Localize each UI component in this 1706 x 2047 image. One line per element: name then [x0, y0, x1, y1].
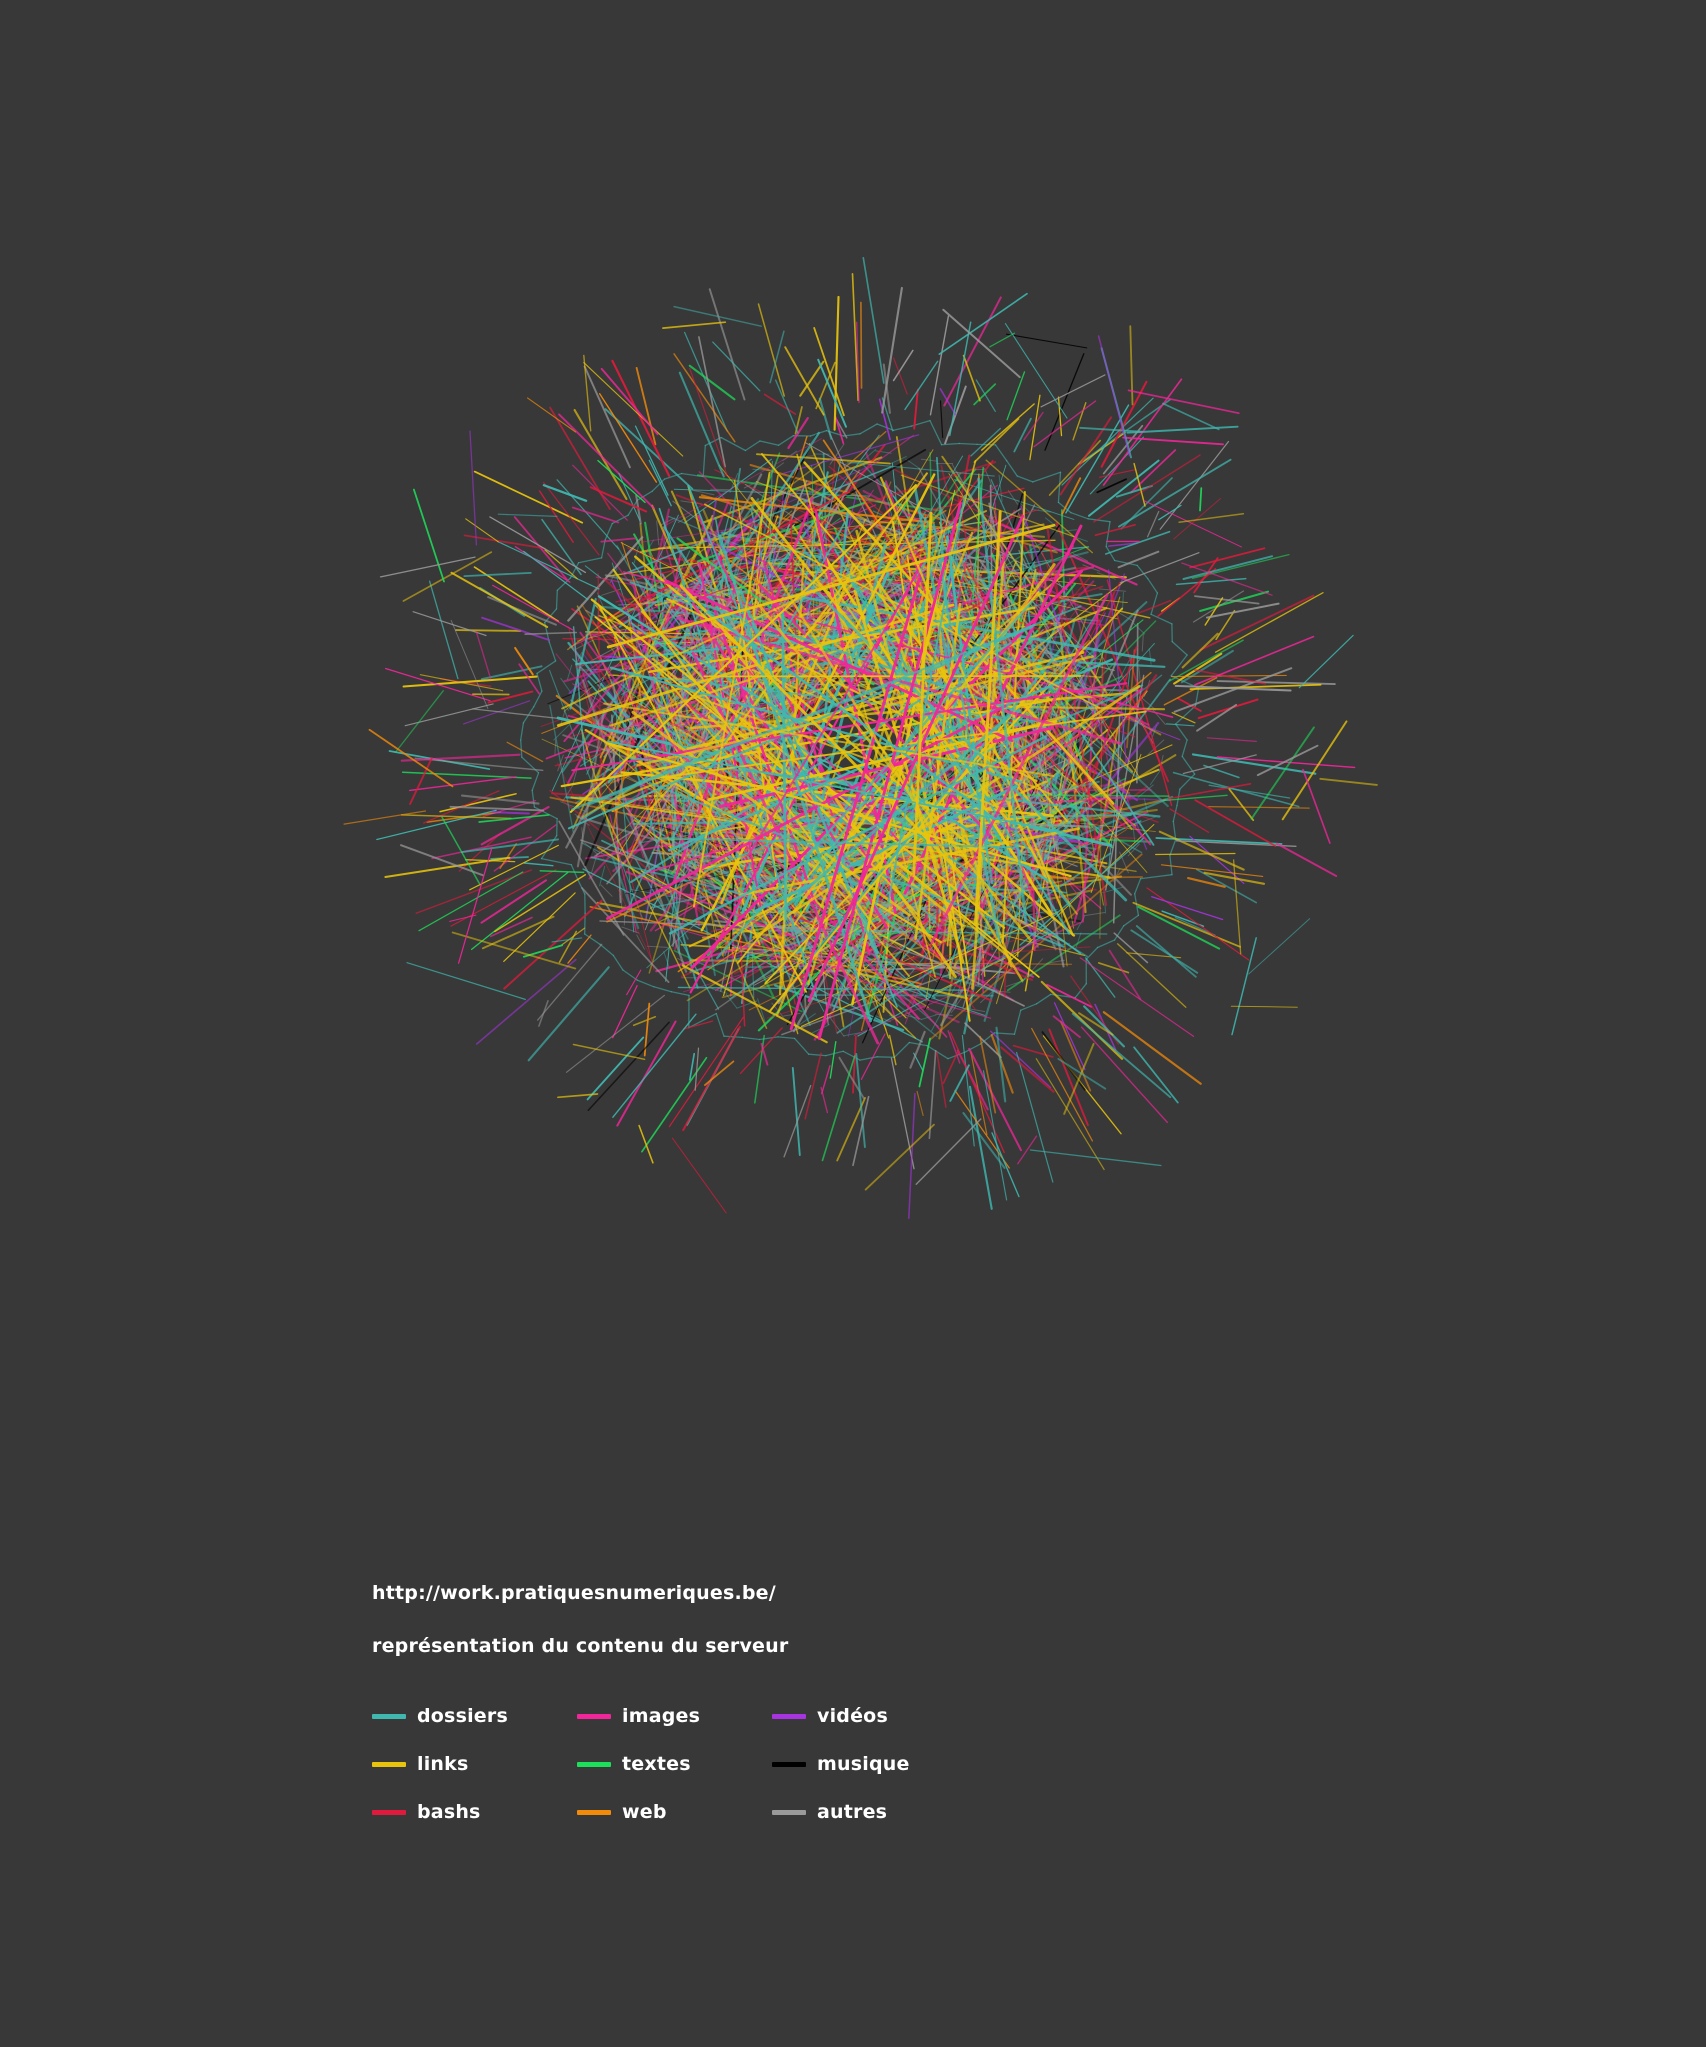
legend-swatch-icon [372, 1762, 406, 1767]
legend-label: web [622, 1801, 667, 1823]
legend-item-images [577, 1705, 772, 1727]
legend-item-videos [772, 1705, 992, 1727]
legend-label: vidéos [817, 1705, 888, 1727]
network-graph [300, 210, 1420, 1280]
legend-swatch-icon [772, 1810, 806, 1815]
legend-swatch-icon [772, 1714, 806, 1719]
legend [372, 1692, 992, 1836]
legend-label: textes [622, 1753, 691, 1775]
legend-item-autres [772, 1801, 992, 1823]
legend-item-links [372, 1753, 577, 1775]
legend-item-musique [772, 1753, 992, 1775]
legend-swatch-icon [577, 1762, 611, 1767]
legend-swatch-icon [372, 1714, 406, 1719]
caption-subtitle: représentation du contenu du serveur [372, 1635, 789, 1657]
legend-label: bashs [417, 1801, 481, 1823]
legend-swatch-icon [577, 1810, 611, 1815]
legend-label: links [417, 1753, 469, 1775]
legend-label: musique [817, 1753, 910, 1775]
legend-item-web [577, 1801, 772, 1823]
legend-item-bashs [372, 1801, 577, 1823]
legend-swatch-icon [772, 1762, 806, 1767]
legend-swatch-icon [372, 1810, 406, 1815]
caption-block [372, 1582, 1072, 1688]
legend-label: dossiers [417, 1705, 508, 1727]
legend-item-dossiers [372, 1705, 577, 1727]
legend-label: images [622, 1705, 701, 1727]
network-graph-svg [300, 210, 1420, 1280]
site-url: http://work.pratiquesnumeriques.be/ [372, 1582, 776, 1604]
legend-swatch-icon [577, 1714, 611, 1719]
legend-label: autres [817, 1801, 888, 1823]
legend-item-textes [577, 1753, 772, 1775]
